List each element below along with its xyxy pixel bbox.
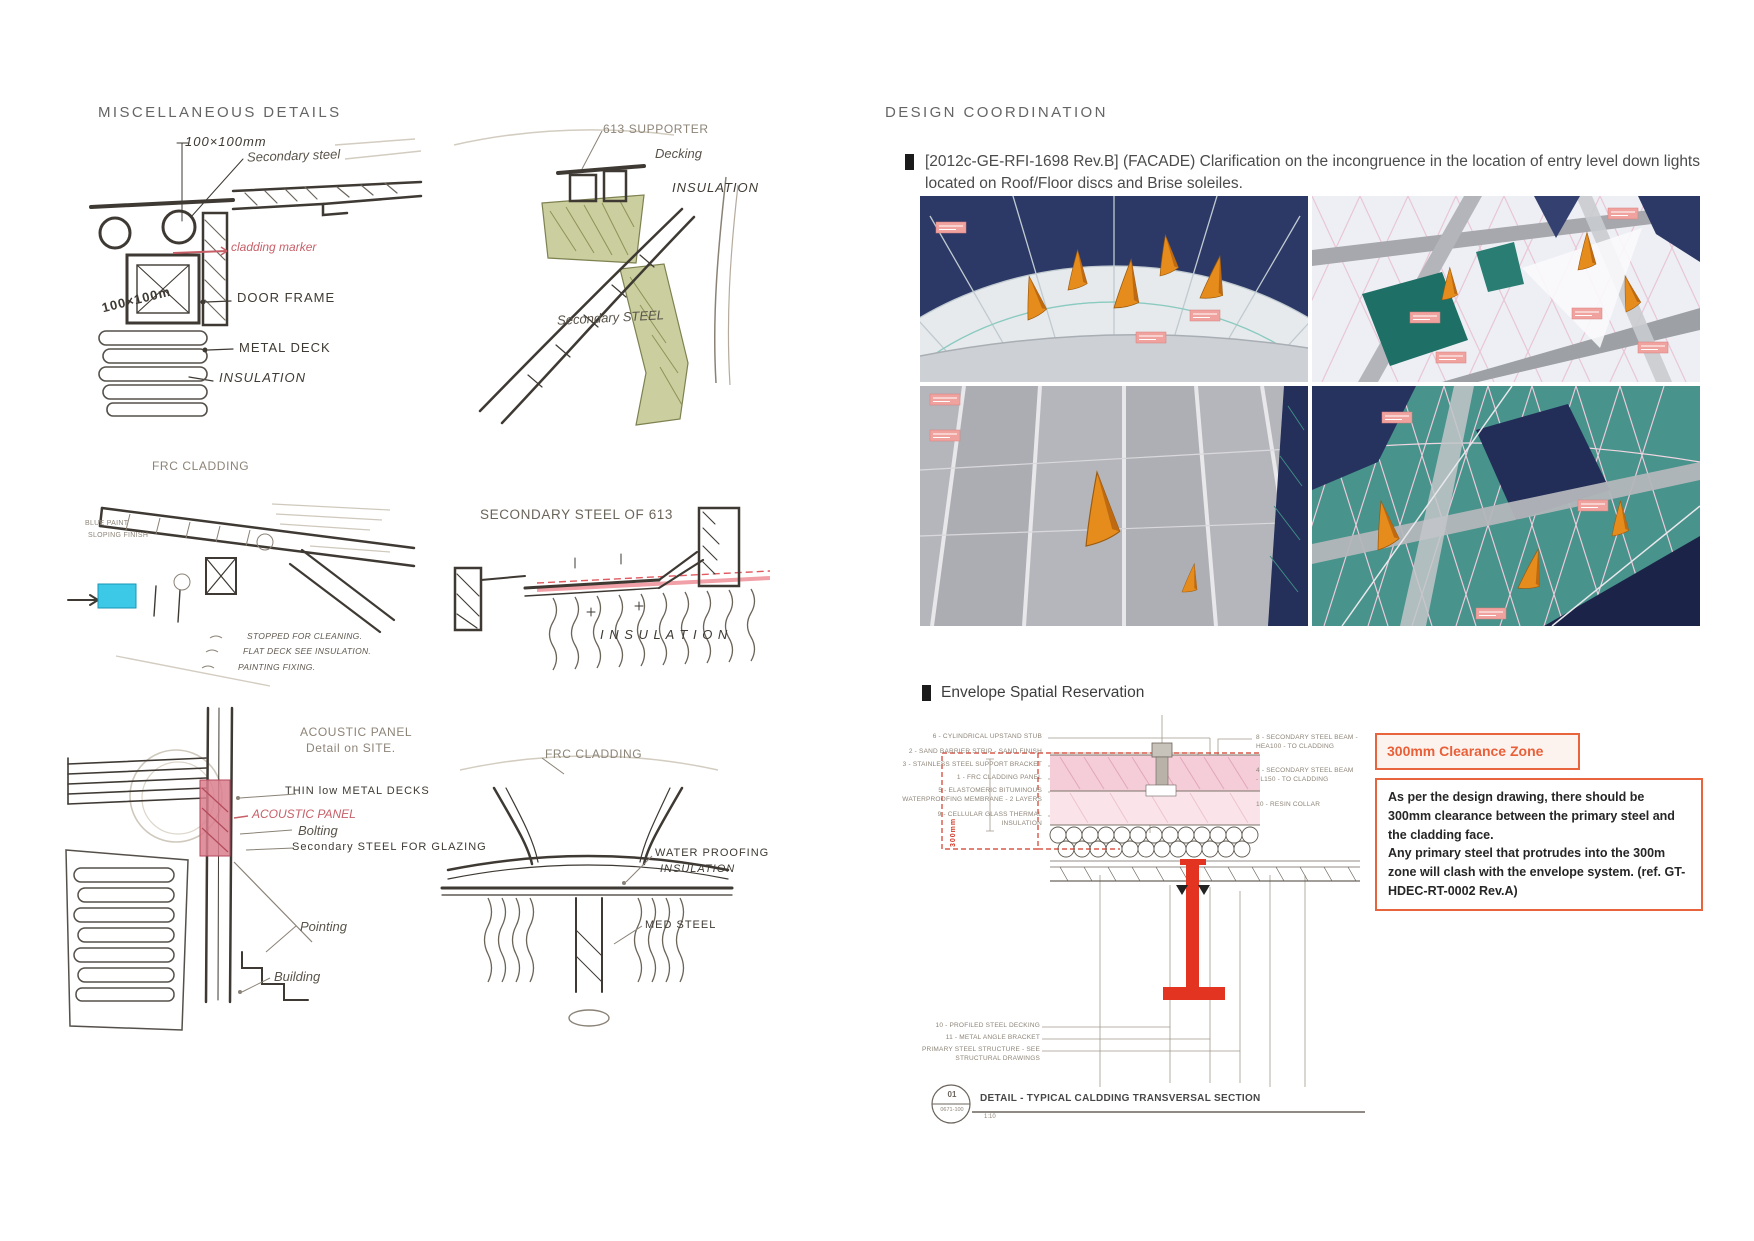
sketch-frc-cladding-column — [430, 730, 770, 1035]
sketch-label: INSULATION — [219, 370, 307, 385]
sketch-art — [425, 450, 770, 700]
drawing-label: INSULATION — [1001, 820, 1042, 827]
drawing-label: 3 - STAINLESS STEEL SUPPORT BRACKET — [902, 761, 1042, 768]
sketch-label: Bolting — [298, 823, 338, 838]
sketch-label: MED STEEL — [645, 919, 717, 931]
drawing-label: WATERPROOFING MEMBRANE - 2 LAYERS — [902, 796, 1042, 803]
sketch-door-frame — [85, 125, 425, 425]
envelope-heading-label: Envelope Spatial Reservation — [941, 684, 1145, 701]
drawing-label: 8 - SECONDARY STEEL BEAM - — [1256, 734, 1358, 741]
drawing-label: 9 - CELLULAR GLASS THERMAL — [937, 811, 1042, 818]
bullet-square-icon — [905, 154, 914, 170]
bullet-square-icon — [922, 685, 931, 701]
detail-title: DETAIL - TYPICAL CALDDING TRANSVERSAL SECTION — [980, 1093, 1261, 1104]
sketch-label: Detail on SITE. — [306, 741, 396, 755]
sketch-label: 100×100mm — [185, 134, 267, 149]
rfi-note — [905, 151, 1700, 195]
left-section-title: MISCELLANEOUS DETAILS — [98, 104, 342, 121]
sketch-label: 613 SUPPORTER — [603, 122, 709, 136]
sketch-label: Building — [274, 969, 321, 984]
sketch-secondary-steel-613 — [425, 450, 770, 700]
sketch-supporter-decking — [430, 115, 770, 430]
drawing-label: 10 - RESIN COLLAR — [1256, 801, 1321, 808]
sketch-label: Secondary STEEL FOR GLAZING — [292, 841, 487, 853]
right-section-title: DESIGN COORDINATION — [885, 104, 1108, 121]
coordination-render-collage — [920, 196, 1700, 626]
clearance-zone-note-box — [1375, 778, 1703, 911]
sketch-art — [430, 115, 770, 430]
drawing-label: PRIMARY STEEL STRUCTURE - SEE — [921, 1046, 1040, 1053]
sketch-label: FLAT DECK SEE INSULATION. — [243, 646, 372, 656]
sketch-label: 100×100m — [100, 283, 173, 316]
clearance-note-p1: As per the design drawing, there should be 300mm clearance between the primary steel and the cladding face. — [1388, 790, 1675, 842]
sketch-label: BLUE PAINT — [85, 520, 129, 527]
sketch-label: METAL DECK — [239, 340, 331, 355]
sketch-label: FRC CLADDING — [152, 459, 250, 473]
drawing-label: HEA100 - TO CLADDING — [1256, 743, 1335, 750]
sketch-label: WATER PROOFING — [655, 847, 770, 859]
sketch-label: INSULATION — [672, 180, 760, 195]
drawing-label: 1 - FRC CLADDING PANEL — [956, 774, 1042, 781]
sketch-frc-cladding-eaves — [60, 450, 430, 695]
sketch-label: Decking — [655, 146, 702, 161]
sketch-label: INSULATION — [660, 863, 736, 875]
sketch-label: Secondary STEEL — [556, 307, 665, 328]
sketch-label: ACOUSTIC PANEL — [252, 807, 356, 821]
clearance-dimension-label: 300mm — [950, 817, 957, 847]
sketch-label: cladding marker — [231, 240, 317, 254]
detail-callout-ref: 0671-100 — [940, 1107, 964, 1113]
sketch-acoustic-panel — [60, 700, 487, 1035]
sketch-label: I N S U L A T I O N — [600, 627, 729, 642]
drawing-label: 11 - METAL ANGLE BRACKET — [945, 1034, 1040, 1041]
drawing-label: 2 - SAND BARRIER STRIP - SAND FINISH — [908, 748, 1042, 755]
sketch-label: Pointing — [300, 919, 347, 934]
envelope-heading — [922, 684, 1144, 702]
render-collage-art — [920, 196, 1700, 626]
rfi-text: [2012c-GE-RFI-1698 Rev.B] (FACADE) Clarification on the incongruence in the location of entry level down lights located on Roof/Floor discs and Brise soleiles. — [925, 153, 1700, 192]
sketch-label: FRC CLADDING — [545, 747, 643, 761]
drawing-label: 6 - CYLINDRICAL UPSTAND STUB — [932, 733, 1042, 740]
sketch-art — [60, 450, 430, 695]
sketch-label: Secondary steel — [246, 146, 341, 165]
clearance-zone-title-box: 300mm Clearance Zone — [1375, 733, 1580, 770]
sketch-label: SECONDARY STEEL OF 613 — [480, 507, 674, 522]
detail-callout-number: 01 — [947, 1090, 957, 1099]
detail-scale: 1:10 — [984, 1114, 996, 1120]
sketch-label: SLOPING FINISH — [88, 532, 149, 539]
sketch-label: ACOUSTIC PANEL — [300, 725, 413, 739]
drawing-label: STRUCTURAL DRAWINGS — [955, 1055, 1040, 1062]
sketch-label: STOPPED FOR CLEANING. — [247, 631, 363, 641]
sketch-art — [430, 730, 770, 1035]
drawing-label: 4 - SECONDARY STEEL BEAM — [1256, 767, 1354, 774]
cladding-section-drawing — [902, 715, 1370, 1130]
sketch-label: DOOR FRAME — [237, 290, 336, 305]
clearance-note-p2: Any primary steel that protrudes into the 300m zone will clash with the envelope system. (ref. GT-HDEC-RT-0002 Rev.A) — [1388, 846, 1686, 898]
sketch-label: THIN low METAL DECKS — [285, 785, 430, 797]
render-panel-discs — [920, 386, 1308, 626]
drawing-label: - L150 - TO CLADDING — [1256, 776, 1329, 783]
drawing-label: 5 - ELASTOMERIC BITUMINOUS — [938, 787, 1042, 794]
drawing-label: 10 - PROFILED STEEL DECKING — [935, 1022, 1040, 1029]
sketch-label: PAINTING FIXING. — [238, 662, 316, 672]
